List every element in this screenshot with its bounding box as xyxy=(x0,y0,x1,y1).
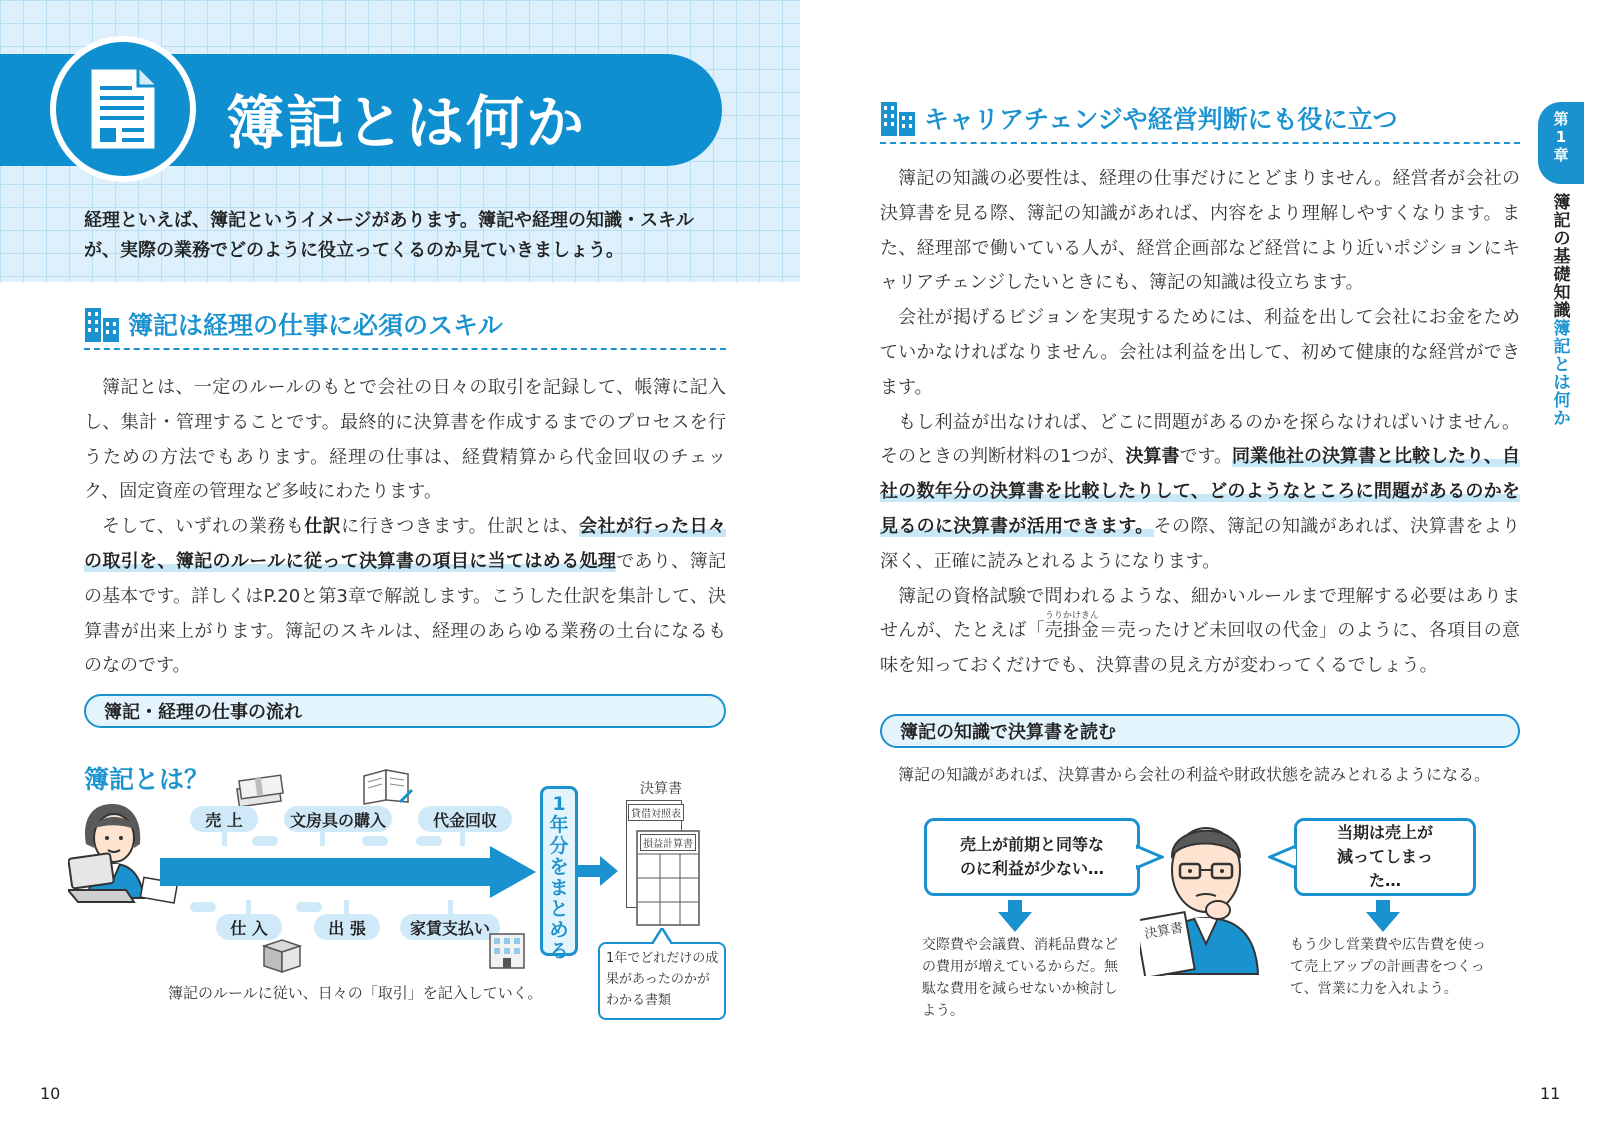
side-part-label: 簿記の基礎知識 xyxy=(1553,193,1571,321)
flow-heading: 簿記とは？ xyxy=(84,765,210,794)
flow-tick xyxy=(222,832,227,846)
flow-item-rent: 家賃支払い xyxy=(400,914,500,940)
income-statement-label: 損益計算書 xyxy=(640,834,696,851)
paragraph: 簿記の資格試験で問われるような、細かいルールまで理解する必要はありませんが、たとえば「売掛金うりかけきん＝売ったけど未回収の代金」のように、各項目の意味を知っておくだけでも、決算書の見え方が変わってくるでしょう。 xyxy=(880,585,1521,677)
flow-arrow xyxy=(160,846,538,898)
keyword-financial-statements: 決算書 xyxy=(1125,446,1180,468)
section-heading-career-change xyxy=(880,100,1520,144)
summarize-year-text: 1年分をまとめる xyxy=(549,793,569,962)
flow-tick xyxy=(320,832,325,846)
building-icon xyxy=(880,102,916,136)
flow-item-purchase: 仕 入 xyxy=(216,914,282,940)
flow-tick xyxy=(252,836,278,846)
paragraph: 会社が掲げるビジョンを実現するためには、利益を出して会社にお金をためていかなければなりません。会社は利益を出して、初めて健康的な経営ができます。 xyxy=(880,307,1520,398)
flow-tick xyxy=(344,900,349,914)
flow-tick xyxy=(190,902,216,912)
speech-bubble-right: 当期は売上が減ってしまった… xyxy=(1294,818,1476,896)
note-left: 交際費や会議費、消耗品費などの費用が増えているからだ。無駄な費用を減らせないか検討しよう。 xyxy=(922,937,1118,1019)
flow-tick xyxy=(362,836,388,846)
keyword-shiwake: 仕訳 xyxy=(304,516,342,538)
flow-tick xyxy=(246,900,251,914)
section-heading-bookkeeping-skill xyxy=(84,306,726,350)
money-icon xyxy=(234,772,284,806)
paragraph: そして、いずれの業務も仕訳に行きつきます。仕訳とは、会社が行った日々の取引を、簿記のルールに従って決算書の項目に当てはめる処理であり、簿記の基本です。詳しくはP.20と第3章で解説します。こうした仕訳を集計して、決算書が出来上がります。簿記のスキルは、経理のあらゆる業務の土台になるものなのです。 xyxy=(84,516,727,677)
flow-tick xyxy=(460,832,465,846)
notebook-icon xyxy=(360,766,414,806)
flow-tick xyxy=(448,900,453,914)
page-title: 簿記とは何か xyxy=(226,89,587,157)
highlight-text: 会社が行った日々の取引を、簿記のルールに従って決算書の項目に当てはめる処理 xyxy=(84,516,727,572)
section-heading-text: キャリアチェンジや経営判断にも役に立つ xyxy=(924,105,1398,134)
highlight-text: 同業他社の決算書と比較したり、自社の数年分の決算書を比較したりして、どのようなところに問題があるのかを見るのに決算書が活用できます。 xyxy=(880,446,1521,537)
section1-body xyxy=(84,371,726,684)
documents-note-text: 1年でどれだけの成果があったのかがわかる書類 xyxy=(606,951,719,1008)
flow-item-business-trip: 出 張 xyxy=(314,914,380,940)
flow-tick xyxy=(296,902,322,912)
note-right: もう少し営業費や広告費を使って売上アップの計画書をつくって、営業に力を入れよう。 xyxy=(1290,937,1486,997)
note-pointer xyxy=(652,928,672,944)
chapter-tab-text: 第1章 xyxy=(1553,110,1569,164)
flow-caption: 簿記のルールに従い、日々の「取引」を記入していく。 xyxy=(168,984,543,1002)
flow-tick xyxy=(416,836,442,846)
flow-item-collection: 代金回収 xyxy=(418,806,512,832)
balance-sheet-label: 貸借対照表 xyxy=(628,804,684,821)
figure-caption: 簿記の知識があれば、決算書から会社の利益や財政状態を読みとれるようになる。 xyxy=(898,765,1491,784)
bubble-tail-right xyxy=(1268,844,1296,870)
paragraph: 簿記の知識の必要性は、経理の仕事だけにとどまりません。経営者が会社の決算書を見る際、簿記の知識があれば、内容をより理解しやすくなります。また、経理部で働いている人が、経営企画部など経営により近いポジションにキャリアチェンジしたいときにも、簿記の知識は役立ちます。 xyxy=(880,168,1520,294)
side-topic-label: 簿記とは何か xyxy=(1553,319,1571,429)
document-icon-circle xyxy=(50,36,196,182)
page-number-left: 10 xyxy=(40,1084,61,1103)
flow-item-stationery: 文房具の購入 xyxy=(284,806,392,832)
paragraph: 簿記とは、一定のルールのもとで会社の日々の取引を記録して、帳簿に記入し、集計・管理することです。最終的に決算書を作成するまでのプロセスを行うための方法でもあります。経理の仕事は、経費精算から代金回収のチェック、固定資産の管理など多岐にわたります。 xyxy=(84,377,726,503)
documents-title: 決算書 xyxy=(640,781,682,797)
down-arrow-left xyxy=(998,900,1032,932)
figure-label-box: 簿記の知識で決算書を読む xyxy=(880,714,1520,748)
document-icon xyxy=(86,64,160,154)
businessman-illustration xyxy=(1140,806,1268,976)
paper-label: 決算書 xyxy=(1143,920,1185,943)
chapter-tab xyxy=(1538,102,1584,184)
down-arrow-right xyxy=(1366,900,1400,932)
flow-label-box: 簿記・経理の仕事の流れ xyxy=(84,694,726,728)
intro-text: 経理といえば、簿記というイメージがあります。簿記や経理の知識・スキルが、実際の業務でどのように役立ってくるのか見ていきましょう。 xyxy=(84,210,694,261)
speech-bubble-left: 売上が前期と同等なのに利益が少ない… xyxy=(924,818,1140,896)
ruby-urikakekin: 売掛金うりかけきん xyxy=(1044,611,1099,642)
to-documents-arrow xyxy=(578,856,618,886)
page-number-right: 11 xyxy=(1540,1084,1561,1103)
building-icon xyxy=(84,308,120,342)
flow-item-sales: 売 上 xyxy=(190,806,258,832)
section2-body xyxy=(880,162,1520,684)
office-building-icon xyxy=(488,930,526,970)
section-heading-text: 簿記は経理の仕事に必須のスキル xyxy=(128,311,503,340)
box-icon xyxy=(260,936,304,974)
paragraph: もし利益が出なければ、どこに問題があるのかを探らなければいけません。そのときの判断材料の1つが、決算書です。同業他社の決算書と比較したり、自社の数年分の決算書を比較したりして、どのようなところに問題があるのかを見るのに決算書が活用できます。その際、簿記の知識があれば、決算書をより深く、正確に読みとれるようになります。 xyxy=(880,411,1521,572)
